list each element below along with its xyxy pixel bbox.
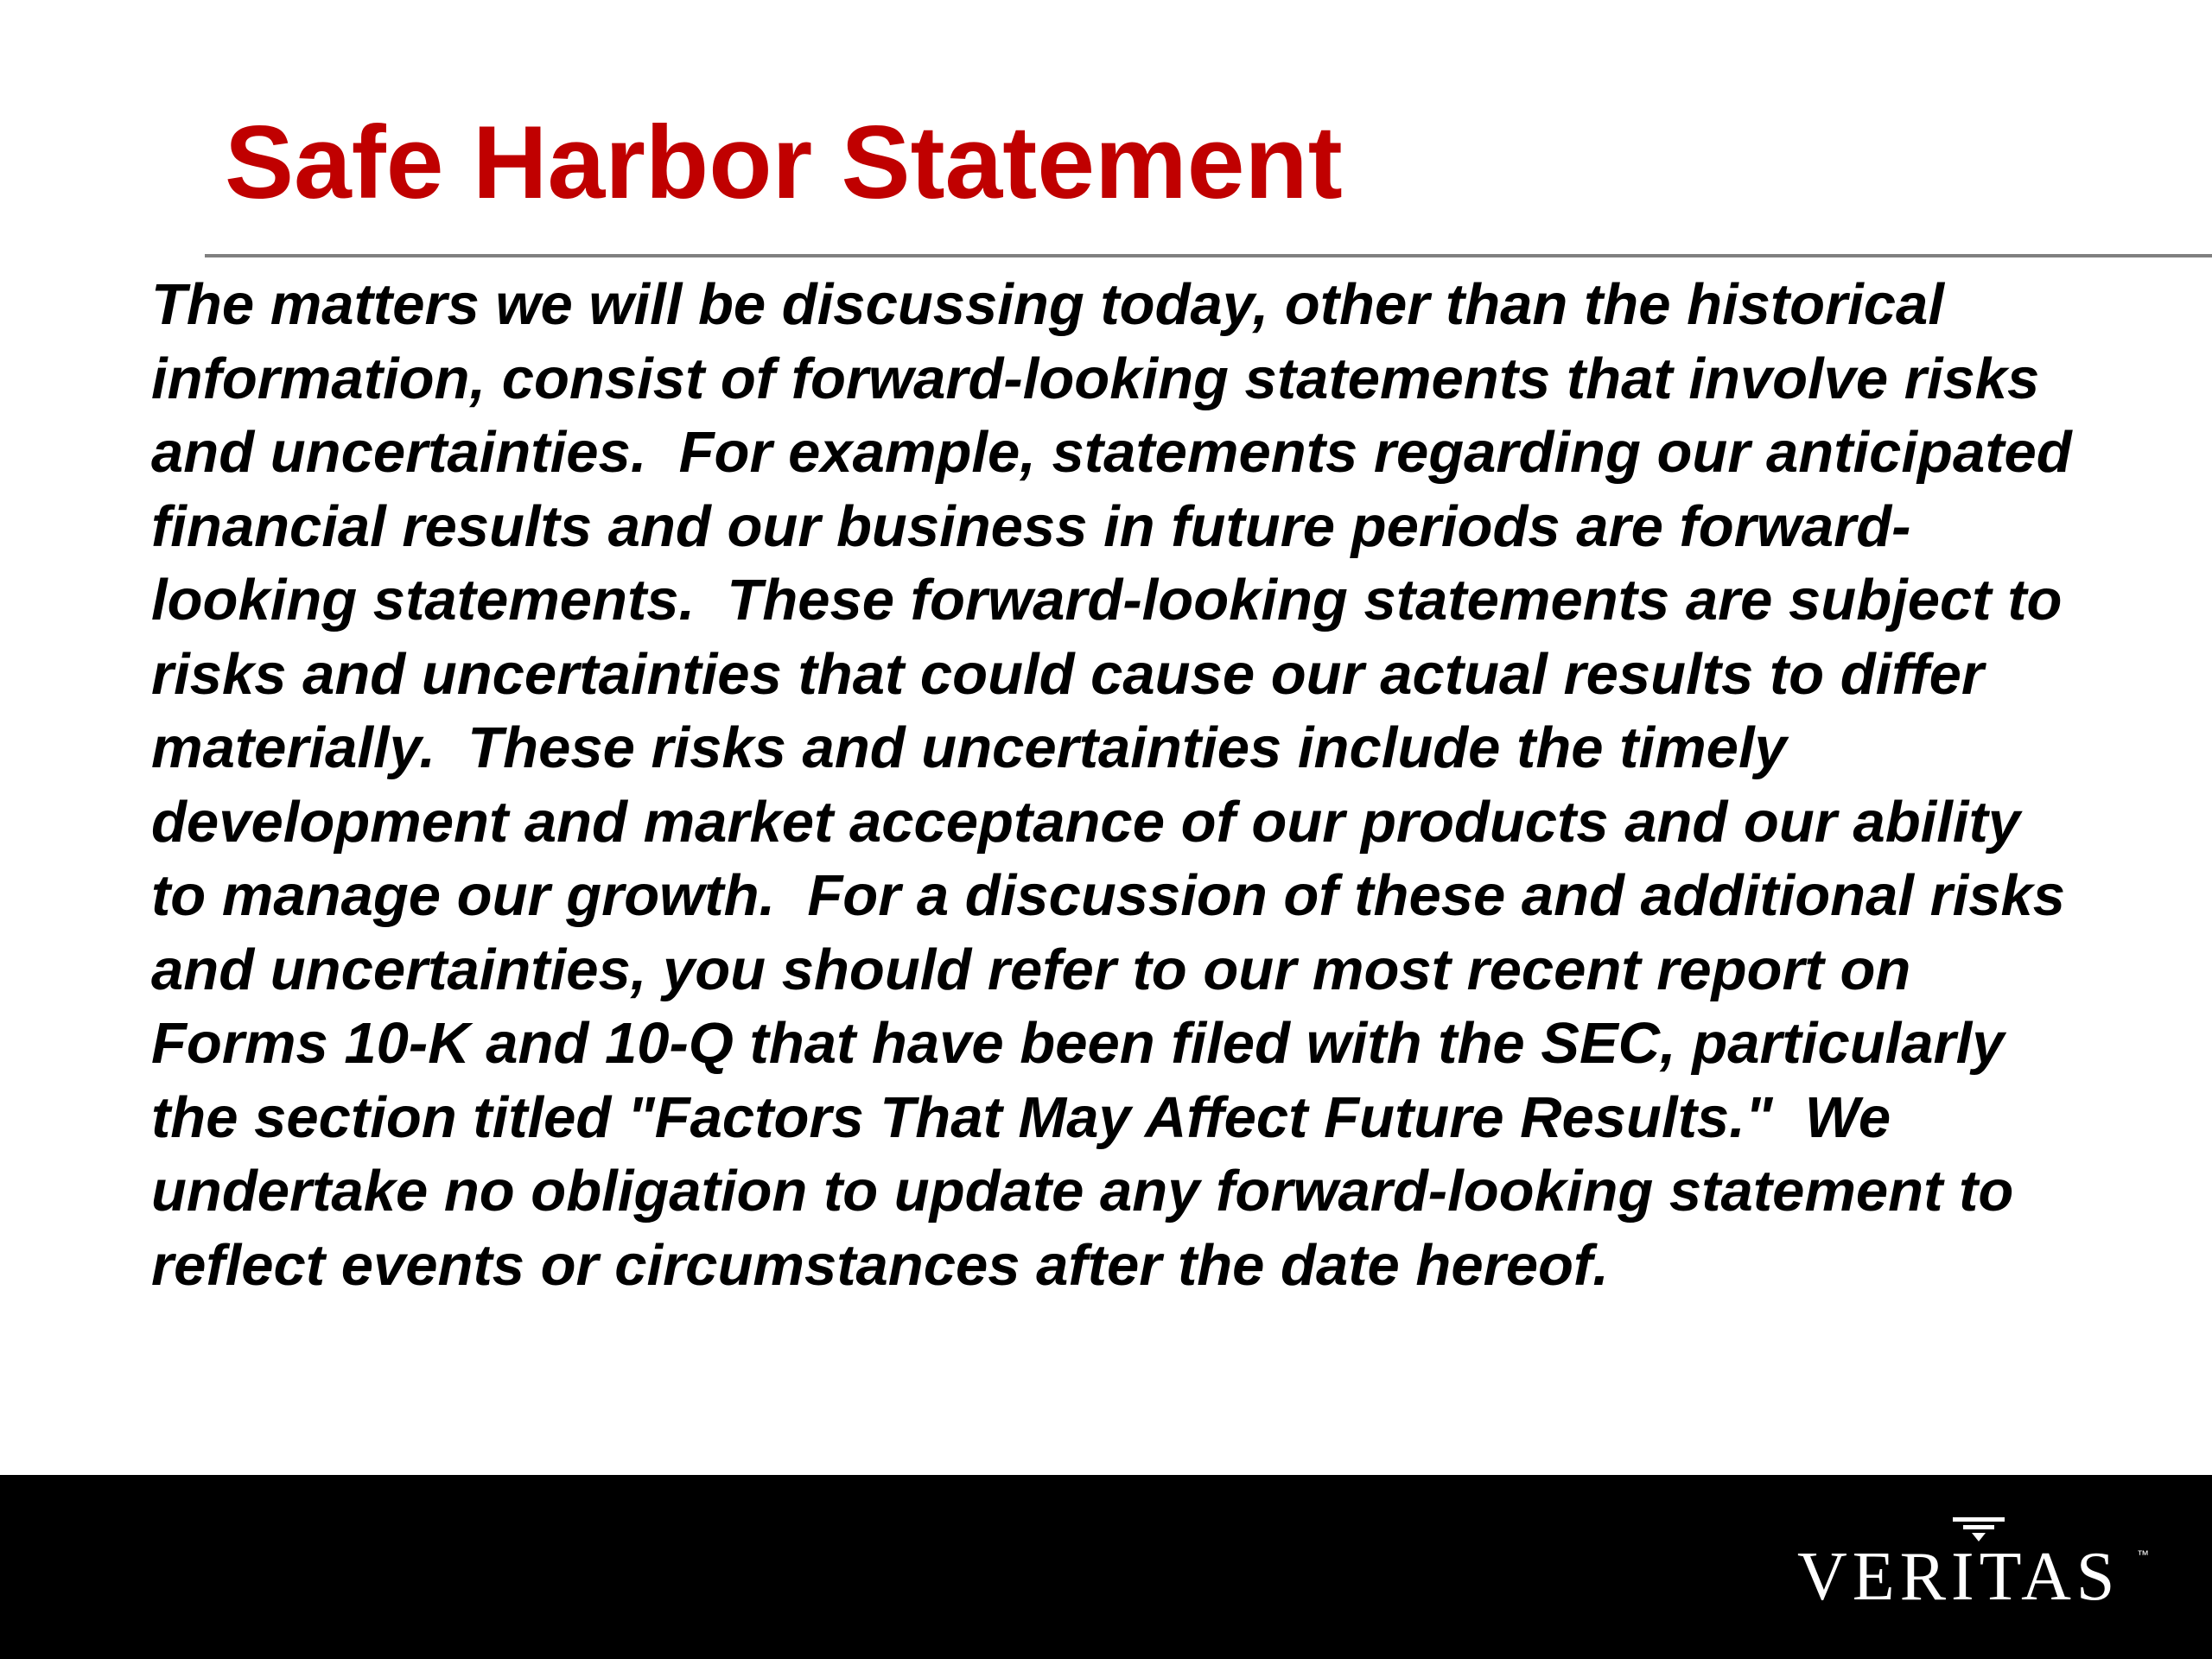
paragraph-line: looking statements. These forward-looking statements are subject to xyxy=(151,568,2063,632)
trademark-mark: ™ xyxy=(2137,1548,2149,1561)
paragraph-line: and uncertainties, you should refer to our most recent report on xyxy=(151,937,1911,1002)
paragraph-line: and uncertainties. For example, statements regarding our anticipated xyxy=(151,420,2072,485)
paragraph-line: materially. These risks and uncertainties include the timely xyxy=(151,715,1787,780)
paragraph-line: development and market acceptance of our products and our ability xyxy=(151,789,2021,855)
paragraph-line: Forms 10-K and 10-Q that have been filed with the SEC, particularly xyxy=(151,1011,2005,1076)
paragraph-line: financial results and our business in future periods are forward- xyxy=(151,493,1911,559)
slide-title: Safe Harbor Statement xyxy=(225,105,1343,220)
veritas-wordmark: VERITAS xyxy=(1797,1539,2120,1615)
paragraph-line: the section titled "Factors That May Affect Future Results." We xyxy=(151,1084,1891,1150)
paragraph-line: undertake no obligation to update any forward-looking statement to xyxy=(151,1159,2014,1224)
paragraph-line: risks and uncertainties that could cause our actual results to differ xyxy=(151,641,1985,707)
title-divider xyxy=(205,254,2212,257)
paragraph-line: reflect events or circumstances after the date hereof. xyxy=(151,1232,1609,1298)
paragraph-line: The matters we will be discussing today, other than the historical xyxy=(151,272,1944,337)
paragraph-line: information, consist of forward-looking statements that involve risks xyxy=(151,346,2040,411)
veritas-logo xyxy=(1797,1514,2152,1618)
safe-harbor-paragraph xyxy=(151,268,2208,1302)
paragraph-line: to manage our growth. For a discussion of these and additional risks xyxy=(151,863,2066,928)
